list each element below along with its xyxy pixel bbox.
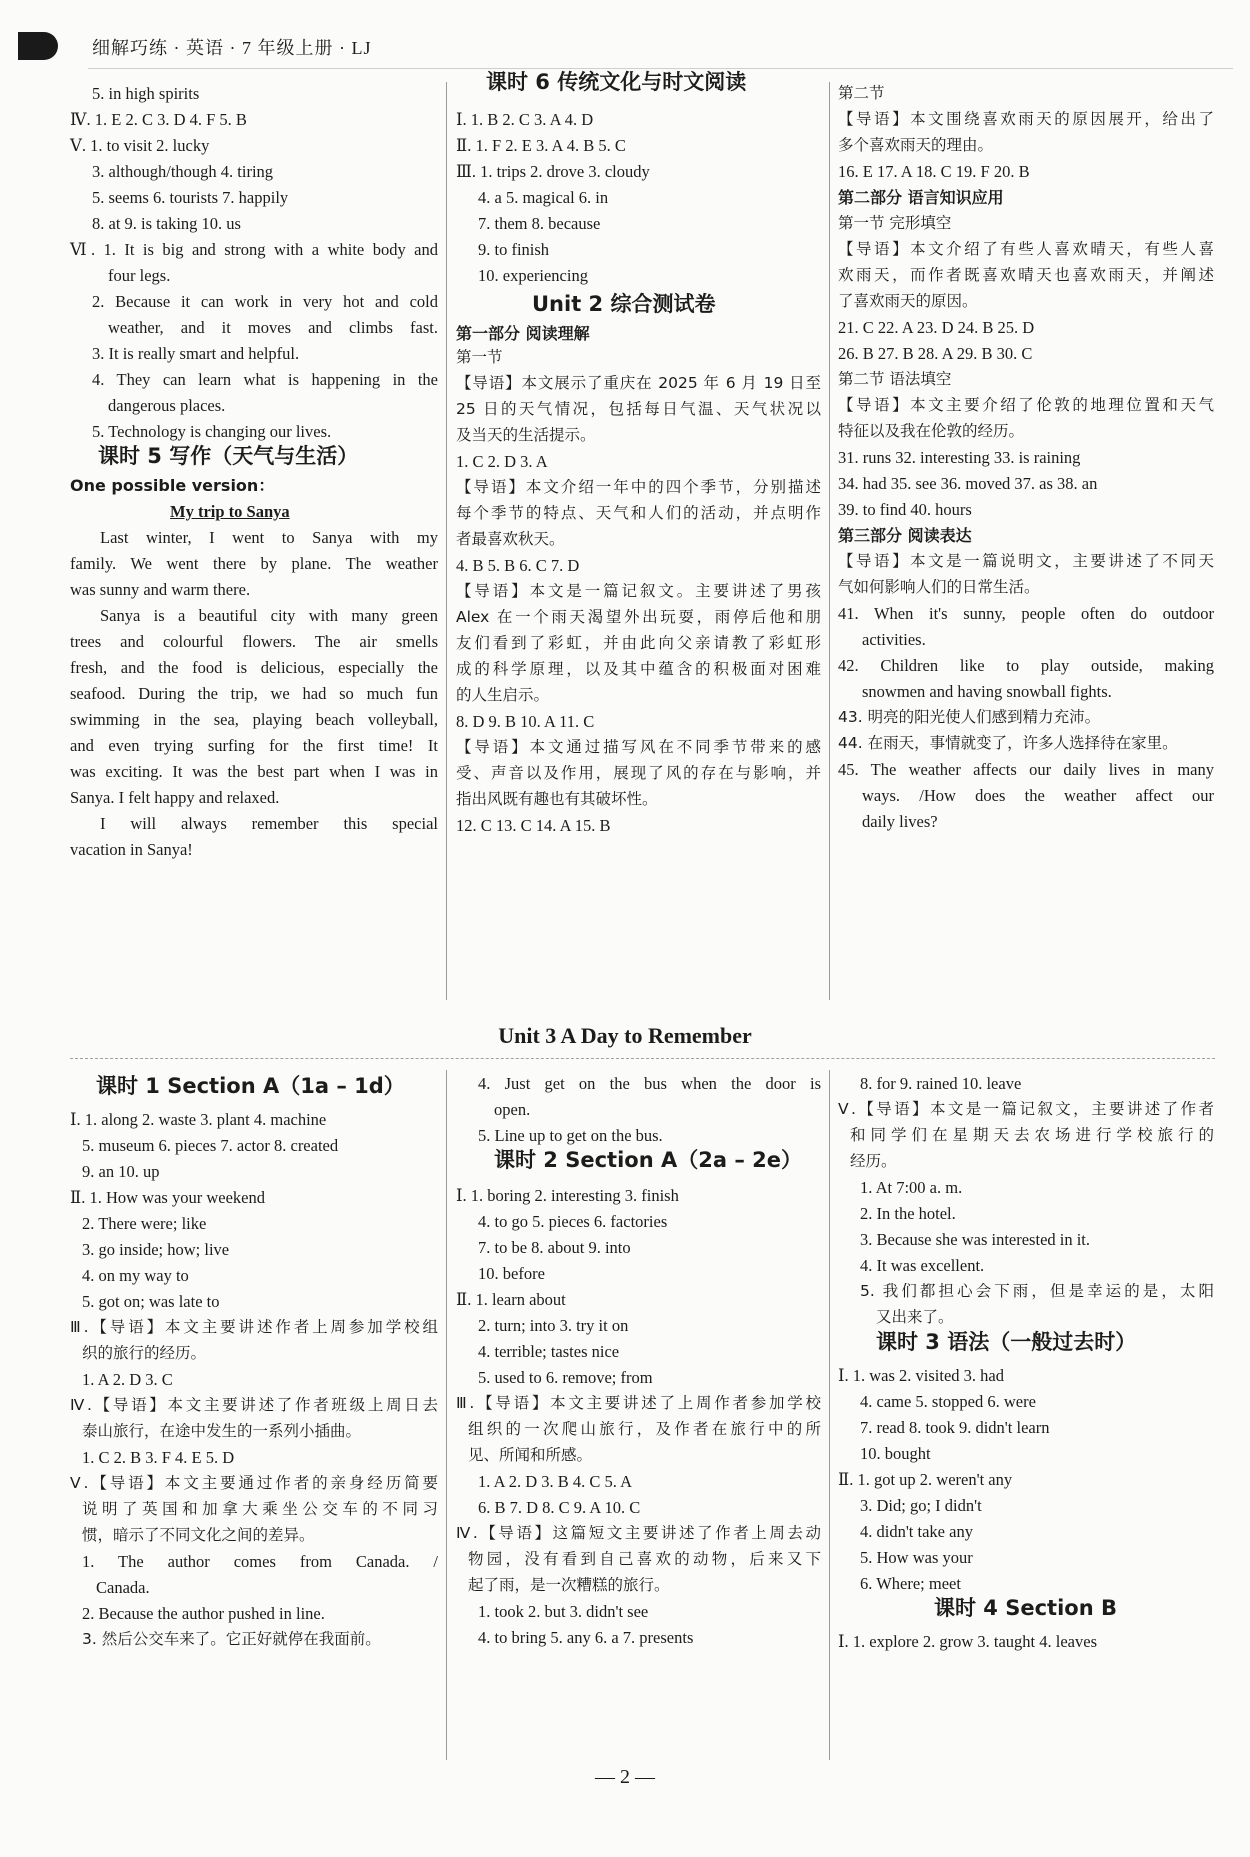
bottom-column-3	[838, 1076, 1214, 1756]
text-line: Last winter, I went to Sanya with my	[100, 528, 438, 547]
text-line: 每个季节的特点、天气和人们的活动，并点明作	[456, 504, 821, 522]
text-line: Ⅲ.【导语】本文主要讲述作者上周参加学校组	[70, 1318, 438, 1336]
text-line: 5. seems 6. tourists 7. happily	[92, 188, 289, 207]
text-line: 起了雨，是一次糟糕的旅行。	[468, 1576, 670, 1594]
text-line: dangerous places.	[108, 396, 226, 415]
section-divider	[70, 1058, 1215, 1059]
text-line: activities.	[862, 630, 926, 649]
text-line: 4. to bring 5. any 6. a 7. presents	[478, 1628, 694, 1647]
section-heading: 课时 1 Section A（1a – 1d）	[96, 1074, 405, 1098]
text-line: 惯，暗示了不同文化之间的差异。	[82, 1526, 315, 1544]
top-column-3	[838, 86, 1214, 1006]
text-line: 34. had 35. see 36. moved 37. as 38. an	[838, 474, 1098, 493]
text-line: 说明了英国和加拿大乘坐公交车的不同习	[82, 1500, 438, 1518]
text-line: 8. D 9. B 10. A 11. C	[456, 712, 595, 731]
text-line: 4. to go 5. pieces 6. factories	[478, 1212, 668, 1231]
text-line: 特征以及我在伦敦的经历。	[838, 422, 1025, 440]
text-line: snowmen and having snowball fights.	[862, 682, 1112, 701]
text-line: 5. How was your	[860, 1548, 973, 1567]
text-line: Ⅰ. 1. along 2. waste 3. plant 4. machine	[70, 1110, 327, 1129]
text-line: 2. There were; like	[82, 1214, 207, 1233]
text-line: 12. C 13. C 14. A 15. B	[456, 816, 611, 835]
text-line: 6. B 7. D 8. C 9. A 10. C	[478, 1498, 641, 1517]
text-line: 4. It was excellent.	[860, 1256, 985, 1275]
bottom-column-1	[70, 1076, 438, 1756]
text-line: 44. 在雨天，事情就变了，许多人选择待在家里。	[838, 734, 1178, 752]
text-line: Ⅲ.【导语】本文主要讲述了上周作者参加学校	[456, 1394, 821, 1412]
bottom-column-divider-1	[446, 1070, 447, 1760]
text-line: 组织的一次爬山旅行，及作者在旅行中的所	[468, 1420, 821, 1438]
text-line: 第三部分 阅读表达	[838, 526, 972, 545]
text-line: 第二节 语法填空	[838, 370, 952, 388]
text-line: 26. B 27. B 28. A 29. B 30. C	[838, 344, 1033, 363]
text-line: family. We went there by plane. The weather	[70, 554, 438, 573]
watermark: ⁣	[460, 820, 480, 959]
text-line: 5. 我们都担心会下雨，但是幸运的是，太阳	[860, 1282, 1214, 1300]
text-line: 泰山旅行，在途中发生的一系列小插曲。	[82, 1422, 362, 1440]
page-header	[18, 22, 1233, 68]
text-line: 4. terrible; tastes nice	[478, 1342, 620, 1361]
section-heading: 课时 2 Section A（2a – 2e）	[494, 1148, 802, 1172]
text-line: 4. came 5. stopped 6. were	[860, 1392, 1036, 1411]
text-line: Ⅴ.【导语】本文是一篇记叙文，主要讲述了作者	[838, 1100, 1214, 1118]
text-line: 【导语】本文介绍了有些人喜欢晴天，有些人喜	[838, 240, 1214, 258]
section-heading: 课时 5 写作（天气与生活）	[98, 444, 359, 468]
text-line: Ⅰ. 1. boring 2. interesting 3. finish	[456, 1186, 679, 1205]
text-line: 9. to finish	[478, 240, 550, 259]
text-line: was exciting. It was the best part when I was in	[70, 762, 438, 781]
text-line: 7. them 8. because	[478, 214, 601, 233]
text-line: Canada.	[96, 1578, 150, 1597]
text-line: Ⅰ. 1. explore 2. grow 3. taught 4. leaves	[838, 1632, 1097, 1651]
text-line: ways. /How does the weather affect our	[862, 786, 1214, 805]
text-line: 3. 然后公交车来了。它正好就停在我面前。	[82, 1630, 381, 1648]
text-line: 织的旅行的经历。	[82, 1344, 207, 1362]
header-rule	[88, 68, 1233, 69]
text-line: was sunny and warm there.	[70, 580, 251, 599]
text-line: 1. At 7:00 a. m.	[860, 1178, 963, 1197]
bottom-column-divider-2	[829, 1070, 830, 1760]
text-line: Ⅱ. 1. F 2. E 3. A 4. B 5. C	[456, 136, 626, 155]
text-line: 3. Because she was interested in it.	[860, 1230, 1091, 1249]
text-line: 受、声音以及作用，展现了风的存在与影响，并	[456, 764, 821, 782]
text-line: 5. in high spirits	[92, 84, 200, 103]
text-line: 友们看到了彩虹，并由此向父亲请教了彩虹形	[456, 634, 821, 652]
text-line: 3. It is really smart and helpful.	[92, 344, 300, 363]
page-number: — 2 —	[595, 1766, 655, 1788]
text-line: trees and colourful flowers. The air smells	[70, 632, 438, 651]
text-line: Ⅰ. 1. B 2. C 3. A 4. D	[456, 110, 594, 129]
section-heading: 课时 4 Section B	[934, 1596, 1117, 1620]
text-line: 1. A 2. D 3. C	[82, 1370, 173, 1389]
text-line: 39. to find 40. hours	[838, 500, 972, 519]
text-line: four legs.	[108, 266, 171, 285]
text-line: 4. They can learn what is happening in the	[92, 370, 438, 389]
text-line: weather, and it moves and climbs fast.	[108, 318, 438, 337]
text-line: 又出来了。	[876, 1308, 954, 1326]
text-line: 5. museum 6. pieces 7. actor 8. created	[82, 1136, 339, 1155]
text-line: 3. go inside; how; live	[82, 1240, 230, 1259]
top-column-divider-2	[829, 82, 830, 1000]
text-line: 7. read 8. took 9. didn't learn	[860, 1418, 1050, 1437]
text-line: My trip to Sanya	[170, 502, 290, 521]
text-line: 【导语】本文围绕喜欢雨天的原因展开，给出了	[838, 110, 1214, 128]
text-line: 25 日的天气情况，包括每日气温、天气状况以	[456, 400, 821, 418]
text-line: 1. The author comes from Canada. /	[82, 1552, 438, 1571]
text-line: Sanya. I felt happy and relaxed.	[70, 788, 280, 807]
header-tab-mark	[18, 32, 58, 60]
text-line: 第一节 完形填空	[838, 214, 952, 232]
text-line: 9. an 10. up	[82, 1162, 160, 1181]
text-line: 1. A 2. D 3. B 4. C 5. A	[478, 1472, 633, 1491]
text-line: Ⅱ. 1. learn about	[456, 1290, 566, 1309]
text-line: 物园，没有看到自己喜欢的动物，后来又下	[468, 1550, 821, 1568]
bottom-column-2	[456, 1076, 821, 1756]
text-line: 【导语】本文主要介绍了伦敦的地理位置和天气	[838, 396, 1214, 414]
text-line: 第二部分 语言知识应用	[838, 188, 1004, 207]
text-line: One possible version：	[70, 476, 275, 495]
text-line: 3. although/though 4. tiring	[92, 162, 274, 181]
text-line: 和同学们在星期天去农场进行学校旅行的	[850, 1126, 1214, 1144]
text-line: 4. didn't take any	[860, 1522, 973, 1541]
text-line: 10. experiencing	[478, 266, 588, 285]
text-line: 4. B 5. B 6. C 7. D	[456, 556, 580, 575]
section-heading: 课时 6 传统文化与时文阅读	[486, 70, 747, 94]
text-line: 5. Line up to get on the bus.	[478, 1126, 663, 1145]
text-line: 【导语】本文介绍一年中的四个季节，分别描述	[456, 478, 821, 496]
text-line: Ⅳ. 1. E 2. C 3. D 4. F 5. B	[70, 110, 247, 129]
text-line: Ⅵ. 1. It is big and strong with a white body and	[70, 240, 438, 259]
text-line: 5. got on; was late to	[82, 1292, 220, 1311]
text-line: 【导语】本文通过描写风在不同季节带来的感	[456, 738, 821, 756]
text-line: 欢雨天，而作者既喜欢晴天也喜欢雨天，并阐述	[838, 266, 1214, 284]
text-line: 成的科学原理，以及其中蕴含的积极面对困难	[456, 660, 821, 678]
text-line: Ⅰ. 1. was 2. visited 3. had	[838, 1366, 1004, 1385]
text-line: 气如何影响人们的日常生活。	[838, 578, 1040, 596]
text-line: Ⅴ.【导语】本文主要通过作者的亲身经历简要	[70, 1474, 438, 1492]
text-line: and even trying surfing for the first time! It	[70, 736, 438, 755]
header-title: 细解巧练 · 英语 · 7 年级上册 · LJ	[92, 38, 372, 58]
top-column-1	[70, 86, 438, 1006]
text-line: daily lives?	[862, 812, 938, 831]
text-line: 45. The weather affects our daily lives in many	[838, 760, 1214, 779]
text-line: 1. C 2. D 3. A	[456, 452, 548, 471]
text-line: 7. to be 8. about 9. into	[478, 1238, 631, 1257]
text-line: 3. Did; go; I didn't	[860, 1496, 982, 1515]
text-line: 见、所闻和所感。	[468, 1446, 593, 1464]
text-line: vacation in Sanya!	[70, 840, 193, 859]
text-line: open.	[494, 1100, 531, 1119]
text-line: 【导语】本文是一篇记叙文。主要讲述了男孩	[456, 582, 821, 600]
text-line: 第一节	[456, 348, 503, 366]
text-line: Sanya is a beautiful city with many green	[100, 606, 438, 625]
text-line: 1. C 2. B 3. F 4. E 5. D	[82, 1448, 235, 1467]
text-line: I will always remember this special	[100, 814, 438, 833]
text-line: 4. on my way to	[82, 1266, 189, 1285]
text-line: seafood. During the trip, we had so much fun	[70, 684, 438, 703]
text-line: 5. Technology is changing our lives.	[92, 422, 332, 441]
text-line: 16. E 17. A 18. C 19. F 20. B	[838, 162, 1030, 181]
text-line: 【导语】本文展示了重庆在 2025 年 6 月 19 日至	[456, 374, 821, 392]
text-line: 2. Because it can work in very hot and cold	[92, 292, 438, 311]
text-line: Ⅳ.【导语】本文主要讲述了作者班级上周日去	[70, 1396, 438, 1414]
text-line: 了喜欢雨天的原因。	[838, 292, 978, 310]
text-line: 8. for 9. rained 10. leave	[860, 1074, 1022, 1093]
text-line: 2. In the hotel.	[860, 1204, 956, 1223]
text-line: 的人生启示。	[456, 686, 550, 704]
text-line: 42. Children like to play outside, making	[838, 656, 1214, 675]
text-line: 8. at 9. is taking 10. us	[92, 214, 241, 233]
text-line: 43. 明亮的阳光使人们感到精力充沛。	[838, 708, 1101, 726]
text-line: 41. When it's sunny, people often do outdoor	[838, 604, 1214, 623]
text-line: 1. took 2. but 3. didn't see	[478, 1602, 649, 1621]
text-line: Ⅲ. 1. trips 2. drove 3. cloudy	[456, 162, 650, 181]
text-line: 及当天的生活提示。	[456, 426, 596, 444]
text-line: fresh, and the food is delicious, especially the	[70, 658, 438, 677]
text-line: 【导语】本文是一篇说明文，主要讲述了不同天	[838, 552, 1214, 570]
text-line: swimming in the sea, playing beach volleyball,	[70, 710, 438, 729]
text-line: Ⅳ.【导语】这篇短文主要讲述了作者上周去动	[456, 1524, 821, 1542]
text-line: 6. Where; meet	[860, 1574, 961, 1593]
text-line: 31. runs 32. interesting 33. is raining	[838, 448, 1081, 467]
text-line: 2. turn; into 3. try it on	[478, 1316, 629, 1335]
section-heading: 课时 3 语法（一般过去时）	[876, 1330, 1137, 1354]
top-column-divider-1	[446, 82, 447, 1000]
text-line: 者最喜欢秋天。	[456, 530, 565, 548]
text-line: Ⅱ. 1. How was your weekend	[70, 1188, 265, 1207]
text-line: 第二节	[838, 84, 885, 102]
text-line: 多个喜欢雨天的理由。	[838, 136, 994, 154]
text-line: Ⅴ. 1. to visit 2. lucky	[70, 136, 210, 155]
unit3-title: Unit 3 A Day to Remember	[498, 1023, 752, 1048]
text-line: Alex 在一个雨天渴望外出玩耍，雨停后他和朋	[456, 608, 821, 626]
text-line: 经历。	[850, 1152, 897, 1170]
text-line: 10. bought	[860, 1444, 931, 1463]
text-line: 10. before	[478, 1264, 545, 1283]
section-heading: Unit 2 综合测试卷	[532, 292, 716, 316]
text-line: 4. a 5. magical 6. in	[478, 188, 609, 207]
text-line: 指出风既有趣也有其破坏性。	[456, 790, 658, 808]
text-line: 第一部分 阅读理解	[456, 324, 590, 343]
top-column-2	[456, 70, 821, 1006]
text-line: 4. Just get on the bus when the door is	[478, 1074, 821, 1093]
text-line: 21. C 22. A 23. D 24. B 25. D	[838, 318, 1035, 337]
text-line: 5. used to 6. remove; from	[478, 1368, 653, 1387]
text-line: Ⅱ. 1. got up 2. weren't any	[838, 1470, 1013, 1489]
text-line: 2. Because the author pushed in line.	[82, 1604, 325, 1623]
